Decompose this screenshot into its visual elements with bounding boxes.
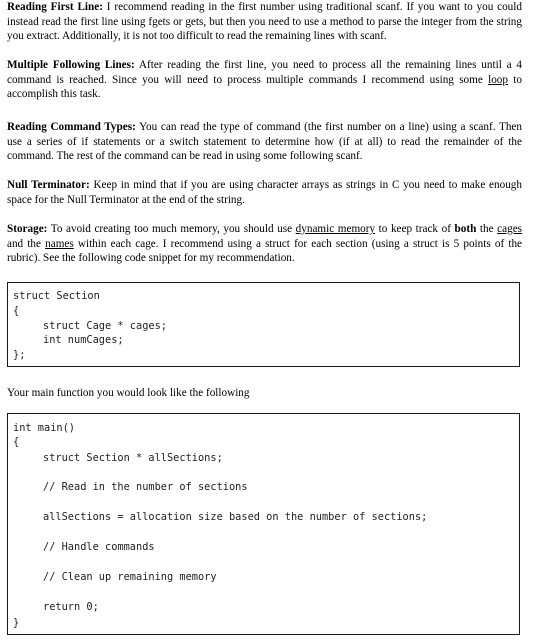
body-storage-1: To avoid creating too much memory, you should use	[47, 223, 296, 235]
paragraph-null-terminator	[7, 178, 522, 207]
heading-reading-first-line: Reading First Line:	[7, 1, 103, 13]
link-dynamic-memory[interactable]: dynamic memory	[295, 223, 376, 235]
code-snippet-struct	[7, 282, 520, 367]
code-line: }	[13, 617, 20, 629]
body-storage-3: the	[476, 223, 498, 235]
paragraph-storage	[7, 222, 522, 266]
body-storage-4: and the	[7, 237, 46, 250]
code-line: // Clean up remaining memory	[43, 571, 217, 583]
body-reading-first-line: I recommend reading in the first number using traditional scanf. If you want to you could instead read the first line using fgets or gets, but then you need to use a method to parse the integer from the string you extract. Additionally, it is not too difficult to read the remaining lines with scanf.	[7, 1, 522, 43]
paragraph-reading-command-types	[7, 120, 522, 164]
link-names[interactable]: names	[45, 237, 74, 250]
intro-main-function: Your main function you would look like the following	[7, 387, 250, 399]
body-storage-2: to keep track of	[375, 223, 455, 235]
body-multiple-following-lines: After reading the first line, you need to process all the remaining lines until a 4 command is reached. Since you will need to process multiple commands I recommend using some	[7, 59, 522, 86]
code-line: int main()	[13, 422, 75, 434]
body-reading-command-types: You can read the type of command (the first number on a line) using a scanf. Then use a series of if statements or a switch statement to determine how (if at all) to read the remainder of the command. The rest of the command can be read in using some following scanf.	[7, 121, 522, 163]
heading-storage: Storage:	[7, 223, 48, 235]
heading-multiple-following-lines: Multiple Following Lines:	[7, 59, 135, 71]
code-line: };	[13, 349, 26, 361]
link-cages[interactable]: cages	[497, 223, 523, 235]
code-line: return 0;	[43, 601, 99, 613]
code-line: // Handle commands	[43, 541, 155, 553]
body-storage-5: within each cage. I recommend using a struct for each section (using a struct is 5 points of the rubric). See the following code snippet for my recommendation.	[7, 237, 523, 265]
heading-reading-command-types: Reading Command Types:	[7, 121, 136, 133]
paragraph-multiple-following-lines	[7, 58, 522, 102]
code-line: int numCages;	[43, 334, 124, 346]
code-line: {	[13, 436, 20, 448]
code-line: {	[13, 305, 20, 317]
code-line: struct Section * allSections;	[43, 452, 223, 464]
body-multiple-following-lines-end: to accomplish this task.	[7, 73, 522, 101]
body-null-terminator: Keep in mind that if you are using character arrays as strings in C you need to make enough space for the Null Terminator at the end of the string.	[7, 179, 522, 206]
code-line: struct Section	[13, 290, 100, 302]
paragraph-reading-first-line	[7, 0, 522, 44]
link-loop[interactable]: loop	[488, 73, 508, 86]
code-line: // Read in the number of sections	[43, 481, 248, 493]
code-line: allSections = allocation size based on the number of sections;	[43, 511, 428, 523]
code-snippet-main	[7, 413, 520, 635]
heading-null-terminator: Null Terminator:	[7, 179, 90, 191]
code-line: struct Cage * cages;	[43, 320, 167, 332]
bold-both: both	[454, 223, 477, 235]
